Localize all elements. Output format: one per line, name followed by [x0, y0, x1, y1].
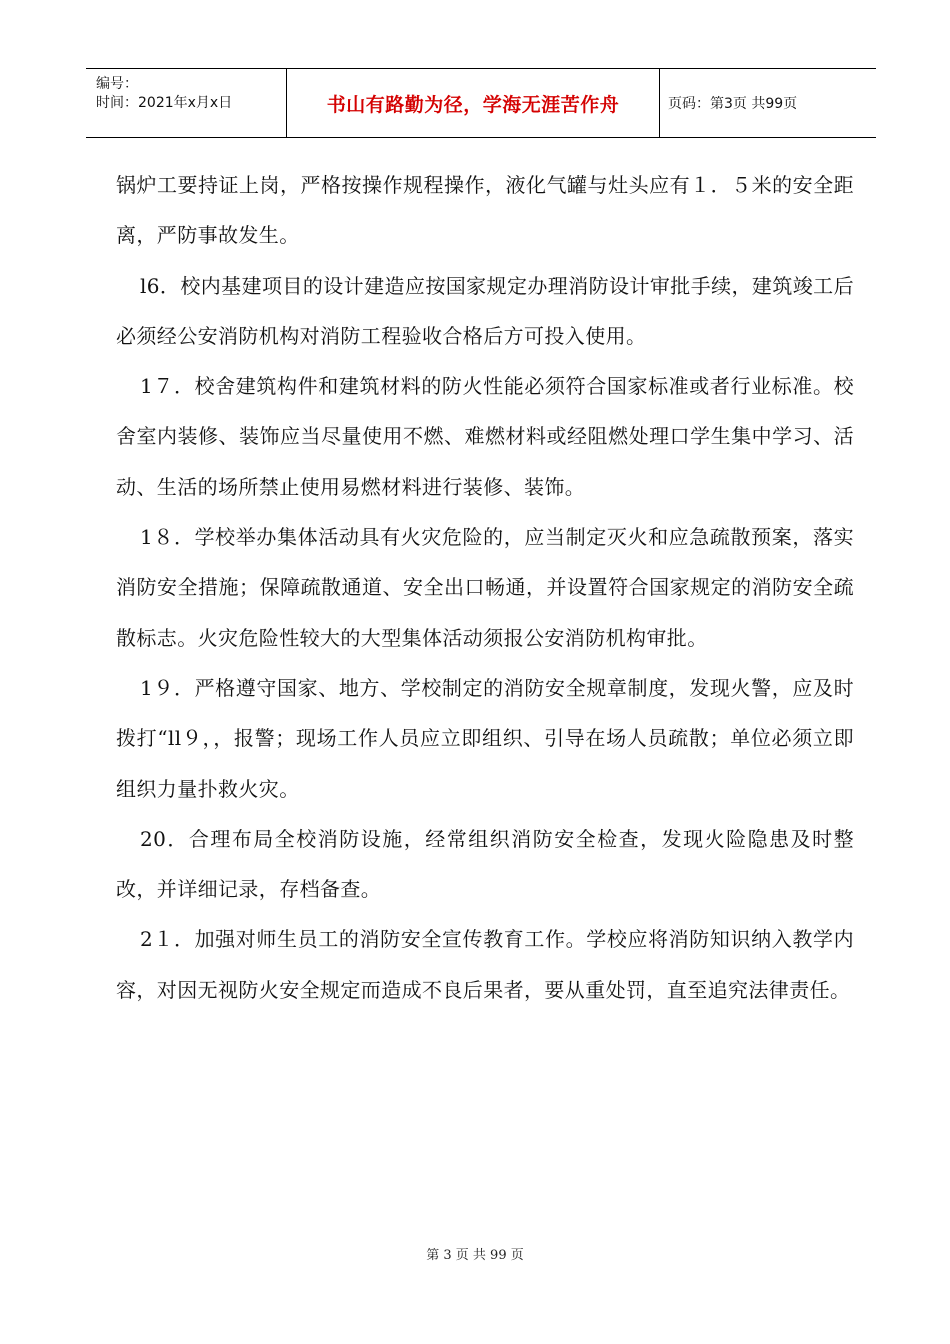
document-time-label: 时间：2021年x月x日	[96, 95, 233, 111]
header-motto: 书山有路勤为径，学海无涯苦作舟	[326, 93, 620, 116]
paragraph-item-18: 1８．学校举办集体活动具有火灾危险的，应当制定灭火和应急疏散预案，落实消防安全措施；保障疏散通道、安全出口畅通，并设置符合国家规定的消防安全疏散标志。火灾危险性较大的大型集体活动须报公安消防机构审批。	[116, 525, 854, 650]
page-header	[86, 68, 876, 138]
paragraph-item-19: 1９．严格遵守国家、地方、学校制定的消防安全规章制度，发现火警，应及时拨打“ll９，，报警；现场工作人员应立即组织、引导在场人员疏散；单位必须立即组织力量扑救火灾。	[116, 675, 854, 801]
header-meta	[86, 69, 286, 137]
document-number-label: 编号：	[96, 76, 138, 92]
paragraph-item-21: 2１．加强对师生员工的消防安全宣传教育工作。学校应将消防知识纳入教学内容，对因无视防火安全规定而造成不良后果者，要从重处罚，直至追究法律责任。	[116, 927, 854, 1002]
paragraph-continuation: 锅炉工要持证上岗，严格按操作规程操作，液化气罐与灶头应有１．５米的安全距离，严防事故发生。	[116, 173, 854, 248]
paragraph-item-20: 20．合理布局全校消防设施，经常组织消防安全检查，发现火险隐患及时整改，并详细记录，存档备查。	[116, 826, 854, 902]
document-body	[116, 160, 854, 1015]
paragraph-item-16: l6．校内基建项目的设计建造应按国家规定办理消防设计审批手续，建筑竣工后必须经公安消防机构对消防工程验收合格后方可投入使用。	[116, 273, 854, 348]
page-footer	[0, 1244, 950, 1263]
header-motto-cell	[286, 69, 660, 137]
header-page-cell	[660, 69, 876, 137]
footer-page-number: 第 3 页 共 99 页	[426, 1248, 524, 1263]
paragraph-item-17: 1７．校舍建筑构件和建筑材料的防火性能必须符合国家标准或者行业标准。校舍室内装修、装饰应当尽量使用不燃、难燃材料或经阻燃处理口学生集中学习、活动、生活的场所禁止使用易燃材料进行装修、装饰。	[116, 374, 854, 499]
header-page-info: 页码：第3页 共99页	[668, 96, 798, 112]
